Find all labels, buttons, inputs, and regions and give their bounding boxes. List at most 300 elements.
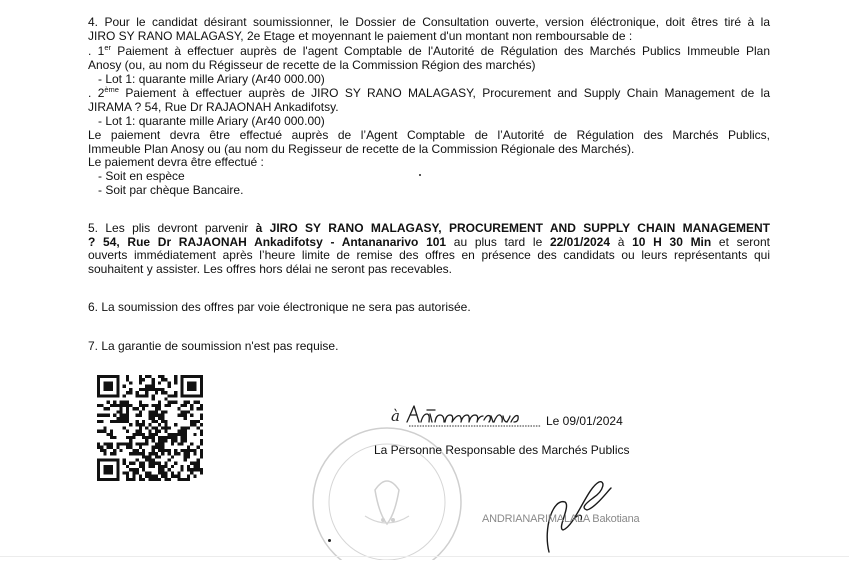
qr-module [152,436,155,439]
qr-module [155,410,158,413]
qr-module [139,381,142,384]
qr-module [103,465,106,468]
qr-module [116,385,119,388]
qr-module [139,401,142,404]
qr-module [161,417,164,420]
qr-module [181,404,184,407]
payment2-text: Paiement à effectuer auprès de JIRO SY RANO MALAGASY, Procurement and Supply Chain Management de la [118,86,771,100]
qr-module [184,436,187,439]
scan-speck [419,174,421,176]
qr-module [126,420,129,423]
qr-module [126,446,129,449]
qr-module [139,378,142,381]
qr-module [136,433,139,436]
qr-module [152,462,155,465]
qr-module [145,475,148,478]
qr-module [164,475,167,478]
qr-module [174,433,177,436]
qr-module [148,471,151,474]
qr-module [158,388,161,391]
qr-module [126,465,129,468]
qr-module [161,410,164,413]
qr-module [139,452,142,455]
qr-module [142,478,145,481]
qr-module [100,375,103,378]
qr-module [100,420,103,423]
qr-module [113,459,116,462]
section5-line1 [88,221,770,236]
qr-module [148,475,151,478]
qr-module [148,423,151,426]
qr-module [103,471,106,474]
qr-module [155,404,158,407]
qr-module [97,459,100,462]
qr-module [110,446,113,449]
qr-module [107,459,110,462]
qr-module [164,478,167,481]
qr-module [136,459,139,462]
qr-module [142,455,145,458]
qr-module [200,375,203,378]
qr-module [193,375,196,378]
qr-module [97,378,100,381]
qr-module [113,478,116,481]
handwritten-a: à [391,407,400,425]
qr-module [161,442,164,445]
qr-module [155,452,158,455]
qr-module [158,375,161,378]
qr-module [184,375,187,378]
qr-module [200,423,203,426]
qr-module [110,436,113,439]
qr-module [171,442,174,445]
qr-module [200,388,203,391]
qr-module [142,449,145,452]
qr-module [161,420,164,423]
qr-module [158,449,161,452]
qr-module [158,381,161,384]
qr-module [171,433,174,436]
qr-module [113,436,116,439]
qr-module [145,442,148,445]
qr-module [113,401,116,404]
qr-module [110,420,113,423]
qr-module [174,439,177,442]
qr-module [193,465,196,468]
qr-module [181,442,184,445]
qr-module [116,410,119,413]
qr-module [181,378,184,381]
qr-module [184,459,187,462]
qr-module [148,459,151,462]
qr-module [119,404,122,407]
qr-module [181,426,184,429]
payment2-lot: - Lot 1: quarante mille Ariary (Ar40 000.00) [98,114,325,128]
qr-module [97,465,100,468]
qr-module [187,478,190,481]
qr-module [152,417,155,420]
qr-module [139,462,142,465]
qr-module [158,436,161,439]
qr-module [107,394,110,397]
qr-module [132,475,135,478]
qr-module [155,388,158,391]
qr-module [152,420,155,423]
qr-module [116,459,119,462]
qr-module [152,397,155,400]
qr-module [168,452,171,455]
qr-module [103,388,106,391]
qr-module [139,442,142,445]
qr-module [164,410,167,413]
qr-module [126,378,129,381]
qr-module [100,478,103,481]
qr-module [164,465,167,468]
qr-module [113,452,116,455]
qr-module [158,407,161,410]
qr-module [171,471,174,474]
qr-code [97,375,203,481]
qr-module [145,375,148,378]
qr-module [161,465,164,468]
qr-module [116,404,119,407]
qr-module [184,401,187,404]
qr-module [132,436,135,439]
qr-module [113,404,116,407]
qr-module [190,381,193,384]
qr-module [97,442,100,445]
payment-option-cash: - Soit en espèce [98,169,185,183]
qr-module [187,385,190,388]
qr-module [161,439,164,442]
qr-module [110,459,113,462]
qr-module [193,381,196,384]
payment2-line [88,86,770,101]
qr-module [126,471,129,474]
qr-module [161,388,164,391]
qr-module [129,446,132,449]
qr-module [139,446,142,449]
payment1-line2: Anosy (ou, au nom du Régisseur de recette de la Commission Région des marchés) [88,58,536,72]
payment2-line2: JIRAMA ? 54, Rue Dr RAJAONAH Ankadifotsy. [88,100,339,114]
qr-module [116,446,119,449]
qr-module [177,442,180,445]
qr-module [155,407,158,410]
qr-module [126,404,129,407]
qr-module [132,468,135,471]
qr-module [174,436,177,439]
qr-module [97,391,100,394]
qr-module [107,468,110,471]
qr-module [181,465,184,468]
qr-module [103,426,106,429]
qr-module [168,426,171,429]
qr-module [152,446,155,449]
qr-module [97,404,100,407]
section5-deadline-time: 10 H 30 Min [632,235,712,249]
qr-module [158,478,161,481]
qr-module [116,388,119,391]
qr-module [174,378,177,381]
qr-module [200,385,203,388]
qr-module [126,475,129,478]
qr-module [184,439,187,442]
qr-module [190,414,193,417]
qr-module [161,426,164,429]
qr-module [136,430,139,433]
qr-module [155,430,158,433]
qr-module [174,394,177,397]
qr-module [100,446,103,449]
section4-line1: 4. Pour le candidat désirant soumissionner, le Dossier de Consultation ouverte, version éléctronique, doit êtres tiré à la [88,15,770,29]
qr-module [142,407,145,410]
payment-option-cheque: - Soit par chèque Bancaire. [98,183,244,197]
qr-module [152,385,155,388]
qr-module [158,417,161,420]
section4-line2: JIRO SY RANO MALAGASY, 2e Etage et moyennant le paiement d'un montant non remboursable de : [88,29,633,43]
qr-module [155,420,158,423]
section5-address: ? 54, Rue Dr RAJAONAH Ankadifotsy - Antananarivo 101 [88,235,447,249]
qr-module [132,471,135,474]
qr-module [190,375,193,378]
qr-module [126,417,129,420]
qr-module [161,452,164,455]
signatory-role: La Personne Responsable des Marchés Publics [374,443,630,457]
qr-module [197,375,200,378]
qr-module [174,401,177,404]
qr-module [145,394,148,397]
qr-module [139,433,142,436]
qr-module [197,407,200,410]
qr-module [190,449,193,452]
qr-module [171,436,174,439]
qr-module [148,375,151,378]
qr-module [103,468,106,471]
qr-module [200,391,203,394]
qr-module [139,426,142,429]
qr-module [148,478,151,481]
qr-module [174,449,177,452]
qr-module [177,414,180,417]
qr-module [139,375,142,378]
qr-module [123,417,126,420]
qr-module [158,442,161,445]
qr-module [155,414,158,417]
qr-module [161,471,164,474]
signature-date: Le 09/01/2024 [546,414,623,428]
qr-module [197,446,200,449]
qr-module [177,430,180,433]
qr-module [136,471,139,474]
qr-module [119,414,122,417]
qr-module [110,381,113,384]
qr-module [116,378,119,381]
section5-deadline-label: au plus tard le [446,235,550,249]
qr-module [116,475,119,478]
qr-module [164,378,167,381]
qr-module [187,465,190,468]
qr-module [168,433,171,436]
qr-module [200,417,203,420]
qr-module [110,394,113,397]
qr-module [193,401,196,404]
qr-module [123,414,126,417]
qr-module [139,465,142,468]
qr-module [142,378,145,381]
qr-module [123,459,126,462]
qr-module [129,391,132,394]
qr-module [155,462,158,465]
qr-module [103,385,106,388]
qr-module [177,433,180,436]
qr-module [129,442,132,445]
qr-module [136,449,139,452]
qr-module [187,475,190,478]
qr-module [181,388,184,391]
qr-module [116,394,119,397]
qr-module [116,465,119,468]
qr-module [161,475,164,478]
qr-module [119,401,122,404]
qr-module [164,436,167,439]
section6-text: 6. La soumission des offres par voie électronique ne sera pas autorisée. [88,300,471,314]
qr-module [142,465,145,468]
qr-module [190,407,193,410]
qr-module [174,391,177,394]
qr-module [187,452,190,455]
qr-module [193,388,196,391]
payment2-prefix: . 2 [88,86,105,100]
qr-module [148,465,151,468]
qr-module [164,426,167,429]
qr-module [177,475,180,478]
qr-module [171,475,174,478]
qr-module [132,433,135,436]
qr-module [126,478,129,481]
qr-module [145,404,148,407]
qr-module [152,449,155,452]
qr-module [97,381,100,384]
qr-module [129,436,132,439]
qr-module [123,471,126,474]
qr-module [103,452,106,455]
qr-module [123,426,126,429]
qr-module [116,417,119,420]
qr-module [142,436,145,439]
qr-module [155,433,158,436]
qr-module [171,465,174,468]
qr-module [100,459,103,462]
qr-module [97,375,100,378]
qr-module [168,459,171,462]
qr-module [197,459,200,462]
qr-module [152,414,155,417]
qr-module [152,439,155,442]
qr-module [136,442,139,445]
qr-module [177,407,180,410]
qr-module [171,455,174,458]
qr-module [193,385,196,388]
payment-info-line1: Le paiement devra être effectué auprès de l’Agent Comptable de l’Autorité de Régulation des Marchés Publics, [88,128,770,142]
qr-module [200,442,203,445]
qr-module [161,414,164,417]
qr-module [126,414,129,417]
qr-module [200,439,203,442]
qr-module [155,478,158,481]
qr-module [139,410,142,413]
qr-module [116,420,119,423]
qr-module [190,420,193,423]
qr-module [139,423,142,426]
qr-module [107,442,110,445]
qr-module [158,414,161,417]
qr-module [103,381,106,384]
qr-module [152,378,155,381]
qr-module [132,407,135,410]
qr-module [174,462,177,465]
qr-module [116,468,119,471]
qr-module [181,430,184,433]
qr-module [110,478,113,481]
qr-module [148,388,151,391]
qr-module [184,452,187,455]
qr-module [110,452,113,455]
qr-module [126,407,129,410]
qr-module [184,430,187,433]
qr-module [107,465,110,468]
payment1-lot: - Lot 1: quarante mille Ariary (Ar40 000.00) [98,72,325,86]
qr-module [129,381,132,384]
stamp-speck [328,539,331,542]
qr-module [113,414,116,417]
qr-module [129,468,132,471]
qr-module [119,417,122,420]
qr-module [97,420,100,423]
qr-module [139,478,142,481]
qr-module [148,462,151,465]
qr-module [158,462,161,465]
qr-module [200,404,203,407]
qr-module [174,381,177,384]
qr-module [132,462,135,465]
qr-module [126,375,129,378]
qr-module [139,394,142,397]
qr-module [148,455,151,458]
qr-module [193,394,196,397]
qr-module [152,452,155,455]
qr-module [152,410,155,413]
qr-module [129,388,132,391]
qr-module [110,388,113,391]
qr-module [136,391,139,394]
qr-module [200,452,203,455]
qr-module [116,381,119,384]
qr-module [129,404,132,407]
qr-module [184,394,187,397]
qr-module [181,410,184,413]
qr-module [142,462,145,465]
qr-module [158,468,161,471]
section7-text: 7. La garantie de soumission n'est pas requise. [88,339,339,353]
qr-module [97,385,100,388]
qr-module [197,462,200,465]
qr-module [164,462,167,465]
qr-module [187,446,190,449]
qr-module [152,475,155,478]
qr-module [161,375,164,378]
qr-module [200,407,203,410]
qr-module [168,449,171,452]
